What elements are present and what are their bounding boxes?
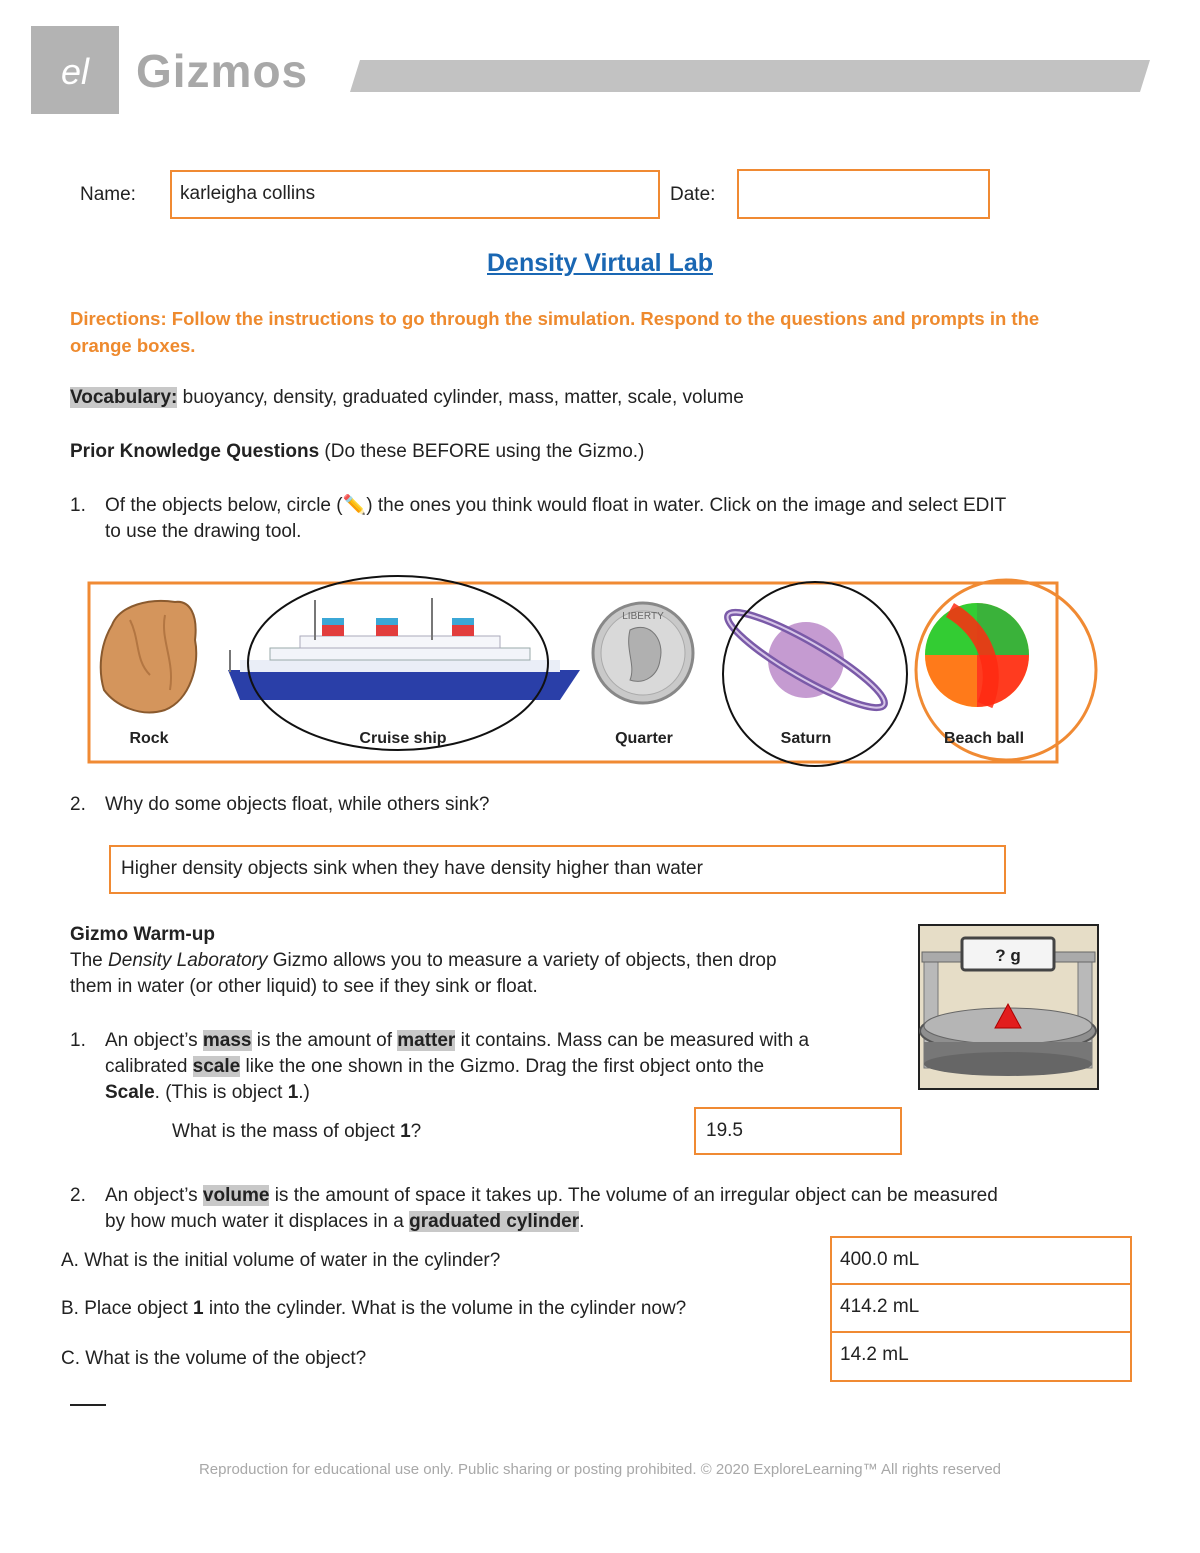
warmup-intro-em: Density Laboratory: [108, 950, 268, 971]
name-field[interactable]: [170, 170, 660, 219]
object-label-saturn: Saturn: [780, 730, 832, 747]
brand-name: Gizmos: [136, 45, 309, 97]
object-label-cruise-ship: Cruise ship: [359, 730, 447, 747]
cruise-ship-icon: [228, 598, 580, 700]
prior-q2-text: Why do some objects float, while others sink?: [105, 794, 490, 815]
explorelearning-logo: [31, 26, 119, 114]
logo-glyph: еl: [60, 51, 90, 92]
prior-heading-note: (Do these BEFORE using the Gizmo.): [319, 441, 645, 462]
vocabulary-label: Vocabulary:: [70, 387, 178, 408]
term-matter: matter: [397, 1030, 456, 1051]
volume-question-b-a: B. Place object: [61, 1298, 194, 1319]
object-label-rock: Rock: [129, 730, 169, 747]
warmup-q1-l3-c: 1: [287, 1082, 299, 1103]
term-scale-bold: Scale: [105, 1082, 155, 1103]
warmup-q1-l1-a: An object’s: [105, 1030, 203, 1051]
date-label: Date:: [670, 184, 716, 205]
volume-question-b-b: 1: [193, 1298, 204, 1319]
objects-image[interactable]: [80, 570, 1110, 780]
warmup-q1-l2-a: calibrated: [105, 1056, 193, 1077]
volume-question-b: [61, 1296, 686, 1322]
warmup-q1-l2-c: like the one shown in the Gizmo. Drag the first object onto the: [240, 1056, 765, 1077]
warmup-q1-l1-c: is the amount of: [251, 1030, 398, 1051]
prior-q2-number: 2.: [70, 794, 86, 815]
term-graduated-cylinder: graduated cylinder: [409, 1211, 580, 1232]
volume-answer-b-box[interactable]: [830, 1283, 1132, 1333]
vocabulary-terms: buoyancy, density, graduated cylinder, mass, matter, scale, volume: [177, 387, 744, 408]
prior-q1-text-b: ) the ones you think would float in water. Click on the image and select EDIT: [366, 495, 1007, 516]
object-label-beach-ball: Beach ball: [943, 730, 1025, 747]
volume-question-a: A. What is the initial volume of water in the cylinder?: [61, 1250, 501, 1271]
mass-question: [172, 1119, 421, 1145]
name-label: Name:: [80, 184, 136, 205]
mass-question-b: 1: [400, 1121, 411, 1142]
term-volume: volume: [202, 1185, 270, 1206]
quarter-icon: [593, 603, 693, 703]
date-field[interactable]: [737, 169, 990, 219]
volume-answer-b: 414.2 mL: [840, 1296, 920, 1317]
prior-q2-answer: Higher density objects sink when they have density higher than water: [121, 858, 703, 879]
prior-q1-text-a: Of the objects below, circle (: [105, 495, 343, 516]
logo-mark-icon: [31, 26, 119, 114]
rock-icon: [101, 601, 197, 713]
warmup-q2-l2-c: .: [579, 1211, 585, 1232]
vocabulary-line: [70, 385, 744, 411]
mass-question-c: ?: [410, 1121, 422, 1142]
prior-heading-text: Prior Knowledge Questions: [70, 441, 320, 462]
warmup-q2-text: [105, 1183, 1165, 1235]
term-mass: mass: [202, 1030, 252, 1051]
prior-q1-text-c: to use the drawing tool.: [105, 521, 302, 542]
volume-answer-c-box[interactable]: [830, 1331, 1132, 1382]
object-label-quarter: Quarter: [615, 730, 673, 747]
warmup-q1-text: [105, 1028, 915, 1106]
volume-answer-a: 400.0 mL: [840, 1249, 920, 1270]
mass-question-a: What is the mass of object: [172, 1121, 401, 1142]
prior-q2-answer-box[interactable]: [109, 845, 1006, 894]
warmup-intro-b: Gizmo allows you to measure a variety of objects, then drop: [267, 950, 777, 971]
footer: Reproduction for educational use only. Public sharing or posting prohibited. © 2020 ExploreLearning™ All rights reserved: [198, 1461, 1002, 1478]
volume-answer-c: 14.2 mL: [840, 1344, 909, 1365]
mass-answer: 19.5: [706, 1120, 743, 1141]
pencil-icon: ✏️: [342, 495, 367, 516]
warmup-heading: Gizmo Warm-up: [70, 924, 215, 945]
directions: Directions: Follow the instructions to go through the simulation. Respond to the questions and prompts in the orange boxes.: [70, 308, 1040, 356]
volume-question-c: C. What is the volume of the object?: [61, 1348, 367, 1369]
volume-answer-a-box[interactable]: [830, 1236, 1132, 1285]
prior-q1-number: 1.: [70, 495, 86, 516]
warmup-q2-l1-a: An object’s: [105, 1185, 203, 1206]
saturn-icon: [719, 599, 893, 720]
warmup-intro-c: them in water (or other liquid) to see if they sink or float.: [70, 976, 538, 997]
warmup-intro: [70, 922, 900, 1000]
warmup-q1-l3-b: . (This is object: [154, 1082, 288, 1103]
warmup-q2-number: 2.: [70, 1185, 86, 1206]
divider: [70, 1404, 106, 1406]
prior-knowledge-heading: [70, 439, 644, 465]
warmup-q1-l3-d: .): [298, 1082, 310, 1103]
beach-ball-icon: [925, 603, 1029, 707]
term-scale: scale: [192, 1056, 241, 1077]
scale-readout: ? g: [995, 946, 1021, 965]
mass-answer-box[interactable]: [694, 1107, 902, 1155]
header-bar: [350, 60, 1150, 92]
scale-image: [918, 924, 1099, 1090]
warmup-q1-number: 1.: [70, 1030, 86, 1051]
warmup-q2-l1-c: is the amount of space it takes up. The volume of an irregular object can be measured: [269, 1185, 998, 1206]
quarter-inscription: LIBERTY: [622, 611, 664, 622]
volume-question-b-c: into the cylinder. What is the volume in the cylinder now?: [203, 1298, 687, 1319]
name-value: karleigha collins: [180, 183, 316, 204]
warmup-intro-a: The: [70, 950, 109, 971]
warmup-q1-l1-e: it contains. Mass can be measured with a: [455, 1030, 810, 1051]
warmup-q2-l2-a: by how much water it displaces in a: [105, 1211, 410, 1232]
prior-q1-text: [105, 493, 1155, 545]
page-title: Density Virtual Lab: [487, 249, 713, 277]
